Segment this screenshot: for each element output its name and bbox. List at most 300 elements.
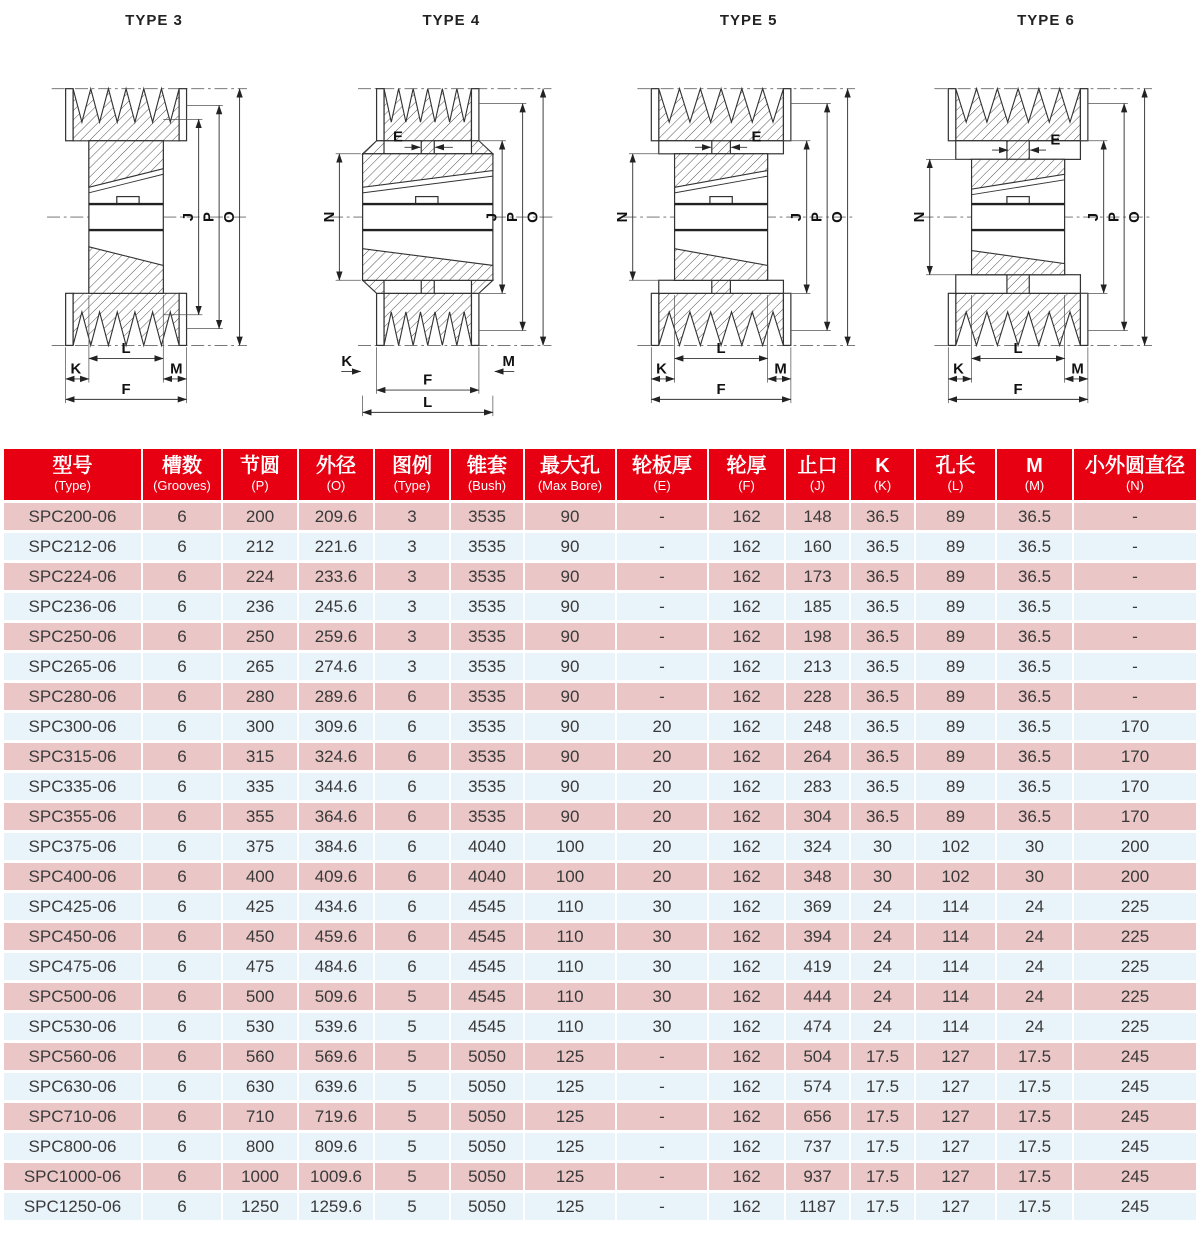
table-cell: 6 [143, 803, 221, 830]
table-cell: 110 [525, 1013, 615, 1040]
table-cell: 245 [1074, 1193, 1196, 1220]
spec-table [2, 446, 1198, 1223]
dim-label-o: O [829, 211, 846, 223]
dim-label-l: L [1013, 340, 1023, 357]
table-row [4, 1073, 1196, 1100]
dim-label-m: M [502, 353, 516, 370]
table-cell: 335 [223, 773, 297, 800]
table-cell: 212 [223, 533, 297, 560]
pulley-cross-section-drawing [6, 31, 302, 431]
table-cell: 36.5 [997, 503, 1072, 530]
table-cell: 36.5 [851, 533, 914, 560]
table-cell: SPC375-06 [4, 833, 141, 860]
table-row [4, 923, 1196, 950]
column-header: 轮厚 (F) [709, 449, 784, 500]
table-cell: 4545 [451, 923, 523, 950]
table-cell: SPC530-06 [4, 1013, 141, 1040]
table-cell: 17.5 [997, 1073, 1072, 1100]
table-cell: 36.5 [851, 803, 914, 830]
table-cell: 127 [916, 1163, 995, 1190]
table-cell: 89 [916, 503, 995, 530]
table-cell: 110 [525, 953, 615, 980]
table-cell: 3 [375, 593, 449, 620]
table-cell: - [1074, 563, 1196, 590]
table-cell: 3535 [451, 743, 523, 770]
table-cell: 5050 [451, 1193, 523, 1220]
table-cell: 245 [1074, 1073, 1196, 1100]
table-cell: 213 [786, 653, 849, 680]
table-cell: 200 [223, 503, 297, 530]
table-row [4, 893, 1196, 920]
table-cell: 434.6 [299, 893, 373, 920]
table-cell: 1259.6 [299, 1193, 373, 1220]
table-cell: 221.6 [299, 533, 373, 560]
table-cell: SPC355-06 [4, 803, 141, 830]
table-cell: - [1074, 623, 1196, 650]
table-cell: 800 [223, 1133, 297, 1160]
table-cell: 24 [997, 893, 1072, 920]
table-cell: SPC400-06 [4, 863, 141, 890]
table-cell: 90 [525, 743, 615, 770]
table-cell: 100 [525, 863, 615, 890]
table-cell: 5 [375, 983, 449, 1010]
table-cell: 162 [709, 833, 784, 860]
table-cell: 3 [375, 503, 449, 530]
table-cell: 3 [375, 623, 449, 650]
table-row [4, 563, 1196, 590]
table-cell: - [617, 1073, 707, 1100]
dim-label-f: F [716, 381, 726, 398]
table-cell: SPC224-06 [4, 563, 141, 590]
table-cell: 36.5 [997, 773, 1072, 800]
dim-label-o: O [1127, 211, 1144, 223]
column-header: 槽数 (Grooves) [143, 449, 221, 500]
table-cell: 185 [786, 593, 849, 620]
table-cell: 3535 [451, 713, 523, 740]
table-cell: 36.5 [851, 683, 914, 710]
table-cell: 3535 [451, 683, 523, 710]
table-row [4, 833, 1196, 860]
table-cell: 6 [375, 953, 449, 980]
table-cell: 530 [223, 1013, 297, 1040]
table-cell: 6 [375, 893, 449, 920]
table-cell: SPC200-06 [4, 503, 141, 530]
dim-label-m: M [774, 361, 787, 378]
table-cell: 24 [851, 1013, 914, 1040]
table-cell: 6 [375, 923, 449, 950]
table-cell: 6 [143, 1163, 221, 1190]
table-cell: 17.5 [851, 1163, 914, 1190]
table-cell: 1000 [223, 1163, 297, 1190]
table-cell: 17.5 [997, 1103, 1072, 1130]
table-cell: 170 [1074, 773, 1196, 800]
table-cell: SPC212-06 [4, 533, 141, 560]
table-cell: 364.6 [299, 803, 373, 830]
table-cell: 90 [525, 803, 615, 830]
table-cell: 6 [375, 863, 449, 890]
table-cell: 30 [997, 833, 1072, 860]
table-cell: 114 [916, 983, 995, 1010]
table-cell: 484.6 [299, 953, 373, 980]
table-cell: - [617, 1133, 707, 1160]
table-cell: 4545 [451, 983, 523, 1010]
table-cell: 170 [1074, 713, 1196, 740]
table-cell: 162 [709, 953, 784, 980]
table-cell: - [617, 533, 707, 560]
table-cell: 656 [786, 1103, 849, 1130]
table-cell: 6 [143, 893, 221, 920]
table-cell: 6 [143, 503, 221, 530]
table-cell: 504 [786, 1043, 849, 1070]
table-cell: 425 [223, 893, 297, 920]
table-row [4, 503, 1196, 530]
table-row [4, 1193, 1196, 1220]
table-cell: 3 [375, 563, 449, 590]
table-cell: - [617, 593, 707, 620]
table-cell: 6 [143, 563, 221, 590]
table-cell: - [617, 503, 707, 530]
table-cell: 4545 [451, 953, 523, 980]
table-row [4, 1133, 1196, 1160]
table-cell: SPC335-06 [4, 773, 141, 800]
table-cell: 4040 [451, 863, 523, 890]
table-cell: 369 [786, 893, 849, 920]
table-cell: 6 [375, 713, 449, 740]
table-cell: 6 [143, 1073, 221, 1100]
table-cell: 5 [375, 1103, 449, 1130]
table-cell: 6 [375, 743, 449, 770]
table-cell: 394 [786, 923, 849, 950]
table-cell: 125 [525, 1133, 615, 1160]
table-cell: 36.5 [851, 563, 914, 590]
table-cell: 6 [375, 773, 449, 800]
table-row [4, 983, 1196, 1010]
table-cell: 36.5 [997, 713, 1072, 740]
table-cell: 309.6 [299, 713, 373, 740]
table-cell: 20 [617, 713, 707, 740]
table-cell: 17.5 [851, 1073, 914, 1100]
dim-label-l: L [423, 394, 433, 411]
table-cell: - [617, 1193, 707, 1220]
table-cell: 6 [143, 953, 221, 980]
table-cell: 6 [143, 773, 221, 800]
table-cell: 225 [1074, 1013, 1196, 1040]
dim-label-p: P [201, 212, 218, 223]
table-cell: 162 [709, 1133, 784, 1160]
table-cell: 6 [143, 593, 221, 620]
table-row [4, 1043, 1196, 1070]
table-cell: 20 [617, 863, 707, 890]
column-header: 外径 (O) [299, 449, 373, 500]
table-cell: 90 [525, 533, 615, 560]
dim-label-e: E [1050, 132, 1061, 149]
table-cell: 500 [223, 983, 297, 1010]
table-row [4, 803, 1196, 830]
table-cell: 89 [916, 593, 995, 620]
table-cell: 459.6 [299, 923, 373, 950]
table-cell: 162 [709, 803, 784, 830]
diagram-type-5 [601, 4, 897, 444]
table-cell: 475 [223, 953, 297, 980]
table-cell: 30 [851, 833, 914, 860]
table-cell: 5050 [451, 1073, 523, 1100]
table-cell: 36.5 [851, 593, 914, 620]
table-cell: 355 [223, 803, 297, 830]
dim-label-k: K [655, 361, 667, 378]
table-cell: 24 [851, 893, 914, 920]
table-cell: 17.5 [851, 1193, 914, 1220]
dim-label-f: F [1013, 381, 1023, 398]
table-cell: 24 [851, 983, 914, 1010]
table-cell: 6 [143, 623, 221, 650]
table-cell: 6 [143, 1043, 221, 1070]
dim-label-e: E [751, 129, 762, 146]
diagram-type-3 [6, 4, 302, 444]
table-cell: 1250 [223, 1193, 297, 1220]
table-cell: 245 [1074, 1163, 1196, 1190]
table-cell: 102 [916, 863, 995, 890]
table-cell: - [1074, 653, 1196, 680]
table-cell: 110 [525, 893, 615, 920]
table-cell: 225 [1074, 893, 1196, 920]
table-cell: 1009.6 [299, 1163, 373, 1190]
table-cell: 90 [525, 623, 615, 650]
table-row [4, 653, 1196, 680]
table-cell: 90 [525, 773, 615, 800]
table-cell: 90 [525, 503, 615, 530]
table-cell: - [617, 563, 707, 590]
table-cell: 114 [916, 953, 995, 980]
table-cell: 90 [525, 683, 615, 710]
dim-label-k: K [70, 361, 82, 378]
table-cell: 162 [709, 1103, 784, 1130]
table-header-row [4, 449, 1196, 500]
table-cell: 90 [525, 593, 615, 620]
table-cell: 3535 [451, 593, 523, 620]
table-cell: 36.5 [851, 653, 914, 680]
column-header: 节圆 (P) [223, 449, 297, 500]
column-header: 图例 (Type) [375, 449, 449, 500]
table-cell: 30 [617, 953, 707, 980]
table-cell: 200 [1074, 863, 1196, 890]
table-cell: 245 [1074, 1103, 1196, 1130]
table-cell: 17.5 [997, 1043, 1072, 1070]
table-cell: 5 [375, 1043, 449, 1070]
table-row [4, 713, 1196, 740]
column-header: 小外圆直径 (N) [1074, 449, 1196, 500]
table-cell: 127 [916, 1043, 995, 1070]
table-cell: SPC710-06 [4, 1103, 141, 1130]
table-cell: 17.5 [851, 1043, 914, 1070]
dim-label-f: F [121, 381, 131, 398]
column-header: 锥套 (Bush) [451, 449, 523, 500]
table-cell: 20 [617, 833, 707, 860]
table-cell: 36.5 [997, 683, 1072, 710]
table-cell: 280 [223, 683, 297, 710]
table-cell: 89 [916, 653, 995, 680]
table-row [4, 593, 1196, 620]
table-cell: SPC300-06 [4, 713, 141, 740]
table-cell: 125 [525, 1043, 615, 1070]
table-cell: 20 [617, 743, 707, 770]
table-cell: 36.5 [851, 623, 914, 650]
table-cell: 245 [1074, 1043, 1196, 1070]
pulley-cross-section-drawing [601, 31, 897, 431]
table-cell: 450 [223, 923, 297, 950]
table-cell: 162 [709, 863, 784, 890]
table-cell: - [1074, 593, 1196, 620]
table-cell: 162 [709, 743, 784, 770]
table-cell: 36.5 [997, 563, 1072, 590]
table-cell: 30 [617, 923, 707, 950]
table-cell: 162 [709, 533, 784, 560]
table-cell: 3535 [451, 653, 523, 680]
table-cell: 30 [997, 863, 1072, 890]
table-cell: SPC560-06 [4, 1043, 141, 1070]
table-cell: - [617, 1163, 707, 1190]
table-row [4, 533, 1196, 560]
table-cell: SPC280-06 [4, 683, 141, 710]
table-cell: 6 [375, 683, 449, 710]
table-cell: 6 [143, 533, 221, 560]
table-cell: 344.6 [299, 773, 373, 800]
table-cell: 90 [525, 713, 615, 740]
table-cell: 148 [786, 503, 849, 530]
table-cell: 114 [916, 893, 995, 920]
table-cell: 110 [525, 983, 615, 1010]
table-cell: 20 [617, 803, 707, 830]
table-cell: 30 [851, 863, 914, 890]
table-cell: 6 [143, 683, 221, 710]
table-cell: 6 [143, 743, 221, 770]
diagram-type-6 [898, 4, 1194, 444]
table-cell: 809.6 [299, 1133, 373, 1160]
table-cell: 110 [525, 923, 615, 950]
dim-label-k: K [953, 361, 964, 378]
table-cell: 36.5 [997, 653, 1072, 680]
table-cell: 4545 [451, 893, 523, 920]
table-cell: 89 [916, 683, 995, 710]
table-cell: 4040 [451, 833, 523, 860]
table-cell: 509.6 [299, 983, 373, 1010]
table-cell: 228 [786, 683, 849, 710]
dim-label-n: N [614, 211, 631, 223]
table-cell: 125 [525, 1193, 615, 1220]
table-cell: 400 [223, 863, 297, 890]
table-cell: 348 [786, 863, 849, 890]
table-cell: 5 [375, 1133, 449, 1160]
table-row [4, 953, 1196, 980]
table-cell: 5 [375, 1013, 449, 1040]
table-cell: 283 [786, 773, 849, 800]
table-cell: 17.5 [997, 1163, 1072, 1190]
table-cell: 24 [997, 1013, 1072, 1040]
table-cell: 3535 [451, 623, 523, 650]
dim-label-p: P [1106, 212, 1123, 223]
table-cell: 224 [223, 563, 297, 590]
column-header: 型号 (Type) [4, 449, 141, 500]
table-cell: 4545 [451, 1013, 523, 1040]
dim-label-l: L [716, 340, 726, 357]
table-cell: 89 [916, 743, 995, 770]
dim-label-j: J [788, 212, 805, 222]
dim-label-l: L [121, 340, 131, 357]
table-cell: 162 [709, 1193, 784, 1220]
table-cell: 162 [709, 1013, 784, 1040]
table-cell: SPC475-06 [4, 953, 141, 980]
table-cell: 36.5 [997, 623, 1072, 650]
column-header: K (K) [851, 449, 914, 500]
table-cell: 5050 [451, 1163, 523, 1190]
table-cell: 89 [916, 623, 995, 650]
table-cell: 24 [851, 953, 914, 980]
table-row [4, 743, 1196, 770]
diagram-title: TYPE 5 [719, 12, 778, 29]
dim-label-n: N [912, 211, 929, 223]
table-cell: 419 [786, 953, 849, 980]
table-cell: 5 [375, 1073, 449, 1100]
table-cell: - [1074, 533, 1196, 560]
table-cell: 127 [916, 1103, 995, 1130]
table-cell: 36.5 [997, 533, 1072, 560]
table-row [4, 1013, 1196, 1040]
table-cell: 710 [223, 1103, 297, 1130]
table-cell: 6 [143, 863, 221, 890]
table-cell: SPC1000-06 [4, 1163, 141, 1190]
dim-label-p: P [505, 212, 522, 223]
table-cell: 6 [143, 983, 221, 1010]
table-cell: 20 [617, 773, 707, 800]
table-cell: 6 [143, 1193, 221, 1220]
table-cell: SPC800-06 [4, 1133, 141, 1160]
table-cell: 125 [525, 1163, 615, 1190]
table-cell: 125 [525, 1073, 615, 1100]
table-cell: 162 [709, 1163, 784, 1190]
table-cell: 225 [1074, 953, 1196, 980]
table-cell: 300 [223, 713, 297, 740]
table-cell: 639.6 [299, 1073, 373, 1100]
table-cell: 225 [1074, 983, 1196, 1010]
table-cell: 324 [786, 833, 849, 860]
table-cell: 324.6 [299, 743, 373, 770]
table-cell: SPC250-06 [4, 623, 141, 650]
table-cell: 127 [916, 1133, 995, 1160]
table-cell: 250 [223, 623, 297, 650]
table-cell: 36.5 [851, 503, 914, 530]
table-row [4, 1103, 1196, 1130]
dim-label-m: M [170, 361, 183, 378]
table-cell: 30 [617, 983, 707, 1010]
dim-label-m: M [1071, 361, 1084, 378]
table-cell: 127 [916, 1193, 995, 1220]
dim-label-j: J [1086, 212, 1103, 222]
dim-label-j: J [181, 212, 198, 222]
table-cell: - [617, 623, 707, 650]
table-cell: 36.5 [997, 803, 1072, 830]
dim-label-o: O [525, 211, 542, 223]
table-cell: 209.6 [299, 503, 373, 530]
table-cell: 6 [143, 833, 221, 860]
table-cell: SPC315-06 [4, 743, 141, 770]
table-cell: 17.5 [997, 1193, 1072, 1220]
table-cell: 3535 [451, 533, 523, 560]
table-cell: 114 [916, 1013, 995, 1040]
table-row [4, 1163, 1196, 1190]
table-cell: 245.6 [299, 593, 373, 620]
table-cell: SPC500-06 [4, 983, 141, 1010]
table-cell: SPC630-06 [4, 1073, 141, 1100]
table-cell: 259.6 [299, 623, 373, 650]
